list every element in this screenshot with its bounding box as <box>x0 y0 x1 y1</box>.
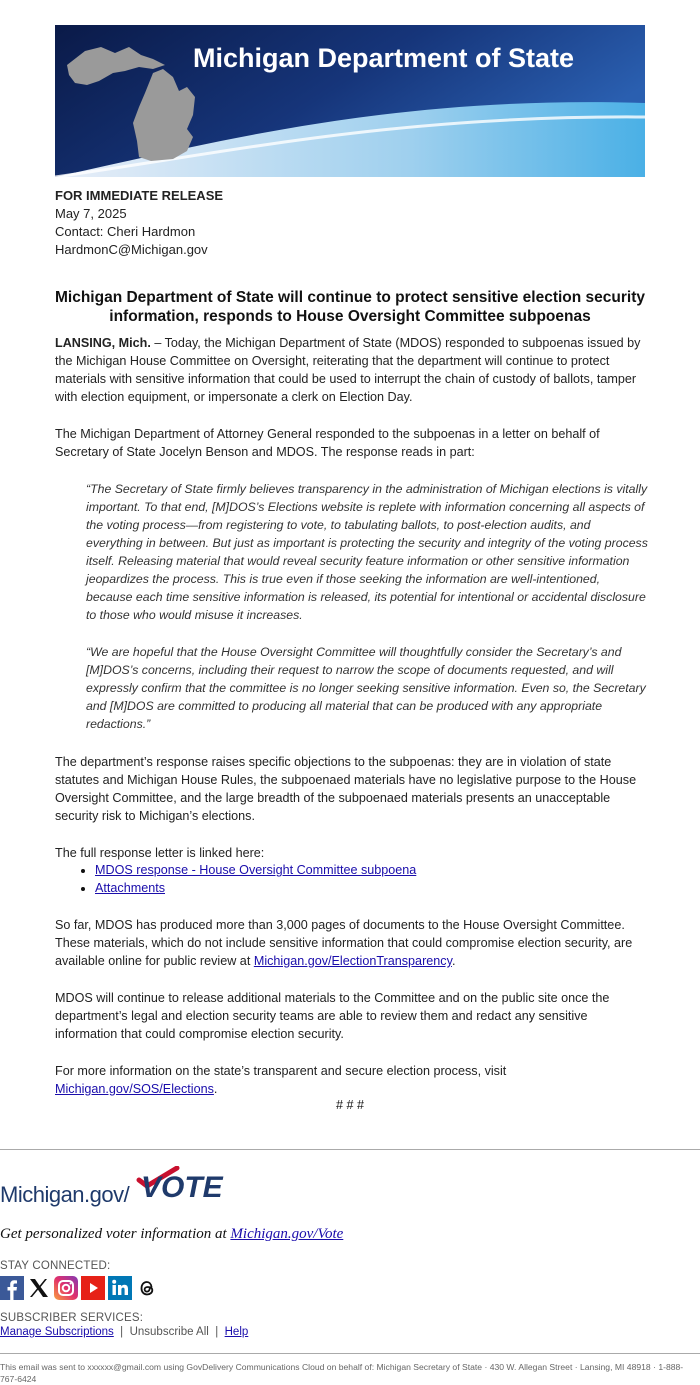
paragraph-4: The full response letter is linked here: <box>55 846 265 860</box>
mdos-response-link[interactable]: MDOS response - House Oversight Committee subpoena <box>95 863 417 877</box>
paragraph-5-text: So far, MDOS has produced more than 3,000 pages of documents to the House Oversight Committee. These materials, which do not include sensitive information that could compromise election security, are available online for public review at <box>55 918 633 968</box>
links-list <box>55 861 416 897</box>
x-icon[interactable] <box>27 1276 51 1300</box>
facebook-icon[interactable] <box>0 1276 24 1300</box>
vote-logo-vote: VOTE <box>141 1171 223 1204</box>
michigan-vote-link[interactable]: Michigan.gov/Vote <box>230 1226 344 1242</box>
paragraph-7-end: . <box>213 1082 218 1096</box>
end-marker: # # # <box>335 1098 364 1112</box>
social-icons <box>0 1276 159 1300</box>
paragraph-1-text: – Today, the Michigan Department of State (MDOS) responded to subpoenas issued by the Michigan House Committee on Oversight, reiterating that the department will continue to protect materials with sensitive information that could be used to interrupt the chain of custody of ballots, tamper with election equipment, or impersonate a clerk on Election Day. <box>55 336 641 404</box>
separator: | <box>208 1326 225 1338</box>
paragraph-7 <box>55 1062 650 1098</box>
release-label: FOR IMMEDIATE RELEASE <box>55 188 224 203</box>
help-link[interactable]: Help <box>224 1326 249 1338</box>
release-info <box>55 187 223 259</box>
subscriber-services-label: SUBSCRIBER SERVICES: <box>0 1312 144 1324</box>
manage-subscriptions-link[interactable]: Manage Subscriptions <box>0 1326 114 1338</box>
paragraph-6: MDOS will continue to release additional materials to the Committee and on the public site once the department’s legal and election security teams are able to review them and redact any sensitive information that could compromise election security. <box>55 991 610 1041</box>
separator: | <box>113 1326 130 1338</box>
release-date: May 7, 2025 <box>55 206 127 221</box>
linkedin-icon[interactable] <box>108 1276 132 1300</box>
header-banner <box>55 25 645 177</box>
voter-info-text: Get personalized voter information at <box>0 1226 231 1242</box>
contact-name: Contact: Cheri Hardmon <box>55 224 196 239</box>
youtube-icon[interactable] <box>81 1276 105 1300</box>
paragraph-5 <box>55 916 650 970</box>
list-item <box>95 861 416 879</box>
banner-title: Michigan Department of State <box>193 43 575 73</box>
subscriber-links <box>0 1326 248 1338</box>
paragraph-7-text: For more information on the state’s transparent and secure election process, visit <box>55 1064 507 1078</box>
contact-email: HardmonC@Michigan.gov <box>55 242 208 257</box>
headline: Michigan Department of State will continue to protect sensitive election security information, responds to House Oversight Committee subpoenas <box>55 289 645 325</box>
vote-logo-text: Michigan.gov/ <box>0 1182 130 1207</box>
stay-connected-label: STAY CONNECTED: <box>0 1260 111 1272</box>
paragraph-3: The department’s response raises specific objections to the subpoenas: they are in violation of state statutes and Michigan House Rules, the subpoenaed materials have no legislative purpose to the House Oversight Committee, and the large breadth of the subpoenaed materials presents an unacceptable security risk to Michigan’s elections. <box>55 755 637 823</box>
divider <box>0 1353 700 1354</box>
paragraph-2: The Michigan Department of Attorney General responded to the subpoenas in a letter on behalf of Secretary of State Jocelyn Benson and MDOS. The response reads in part: <box>55 427 600 459</box>
dateline: LANSING, Mich. <box>55 336 151 350</box>
paragraph-5-end: . <box>451 954 456 968</box>
sos-elections-link[interactable]: Michigan.gov/SOS/Elections <box>55 1082 214 1096</box>
fine-print: This email was sent to xxxxxx@gmail.com using GovDelivery Communications Cloud on behalf of: Michigan Secretary of State · 430 W. Allegan Street · Lansing, MI 48918 · 1-888-767-6424 <box>0 1362 684 1384</box>
list-item <box>95 879 416 897</box>
divider <box>0 1149 700 1150</box>
paragraph-1 <box>55 334 650 406</box>
quote-1: “The Secretary of State firmly believes transparency in the administration of Michigan elections is vitally important. To that end, [M]DOS’s Elections website is replete with information concerning all aspects of the voting process—from registering to vote, to tabulating ballots, to post-election audits, and everything in between. But just as important is protecting the security and integrity of the voting process itself. Releasing material that would reveal security feature information or other sensitive information jeopardizes the process. This is true even if those seeking the information are well-intentioned, because each time sensitive information is released, its potential for intentional or accidental disclosure to those who would misuse it increases. <box>86 482 648 622</box>
voter-info-line <box>0 1226 343 1243</box>
unsubscribe-all-link[interactable]: Unsubscribe All <box>129 1326 209 1338</box>
instagram-icon[interactable] <box>54 1276 78 1300</box>
election-transparency-link[interactable]: Michigan.gov/ElectionTransparency <box>253 954 452 968</box>
threads-icon[interactable] <box>135 1276 159 1300</box>
attachments-link[interactable]: Attachments <box>95 881 165 895</box>
quote-2: “We are hopeful that the House Oversight Committee will thoughtfully consider the Secretary’s and [M]DOS’s concerns, including their request to narrow the scope of documents requested, and will expressly confirm that the committee is no longer seeking sensitive information. Even so, the Secretary and [M]DOS are committed to producing all material that can be produced with any appropriate redactions.” <box>86 645 646 731</box>
